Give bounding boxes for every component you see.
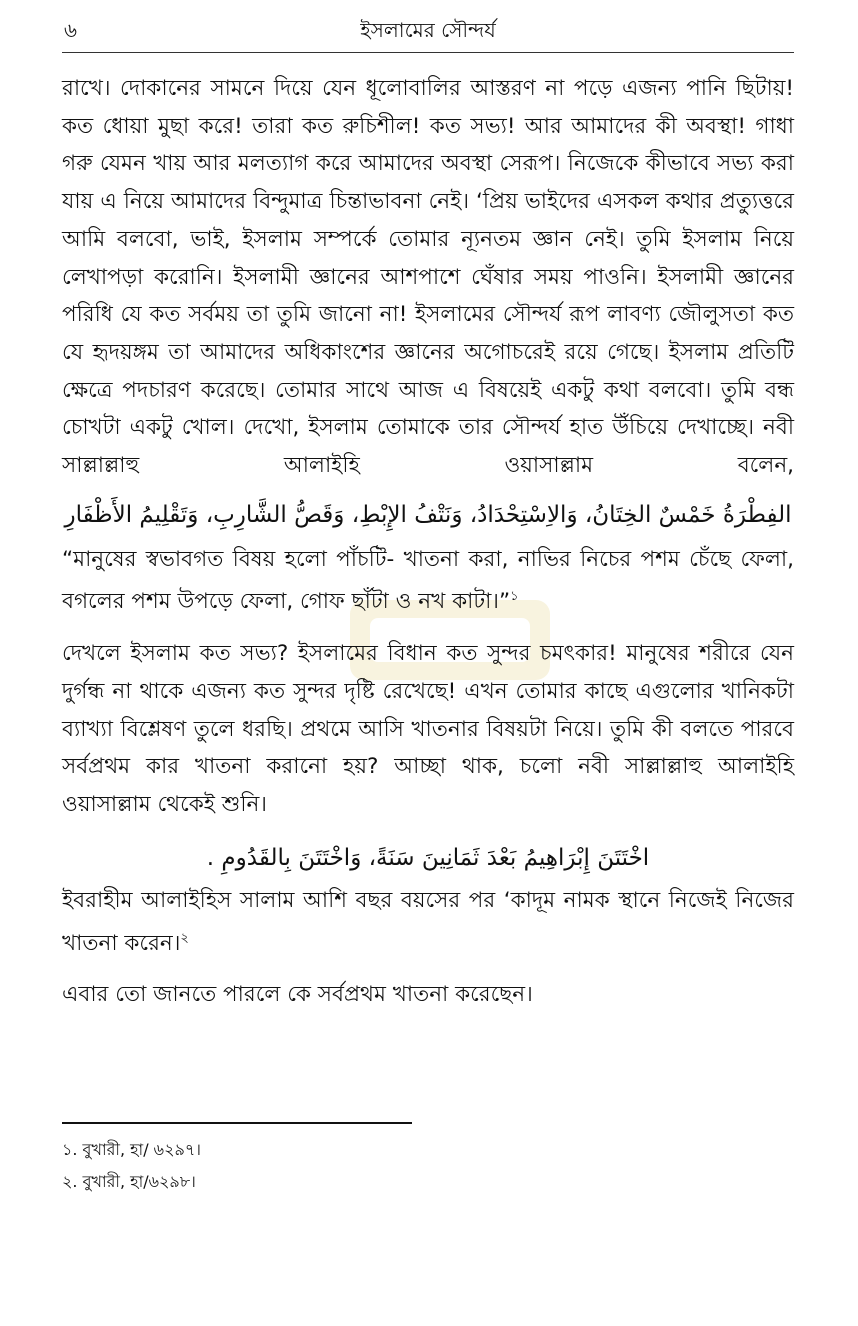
hadith-translation-text: “মানুষের স্বভাবগত বিষয় হলো পাঁচটি- খাতনা করা, নাভির নিচের পশম চেঁছে ফেলা, বগলের পশম উপড়ে ফেলা, গোফ ছাঁটা ও নখ কাটা।” — [62, 546, 794, 615]
paragraph-1: রাখে। দোকানের সামনে দিয়ে যেন ধূলোবালির আস্তরণ না পড়ে এজন্য পানি ছিটায়! কত ধোয়া মুছা করে! তারা কত রুচিশীল! কত সভ্য! আর আমাদের কী অবস্থা! গাধা গরু যেমন খায় আর মলত্যাগ করে আমাদের অবস্থা সেরূপ। নিজেকে কীভাবে সভ্য করা যায় এ নিয়ে আমাদের বিন্দুমাত্র চিন্তাভাবনা নেই। ‘প্রিয় ভাইদের এসকল কথার প্রত্যুত্তরে আমি বলবো, ভাই, ইসলাম সম্পর্কে তোমার ন্যূনতম জ্ঞান নেই। তুমি ইসলাম নিয়ে লেখাপড়া করোনি। ইসলামী জ্ঞানের আশপাশে ঘেঁষার সময় পাওনি। ইসলামী জ্ঞানের পরিধি যে কত সর্বময় তা তুমি জানো না! ইসলামের সৌন্দর্য রূপ লাবণ্য জৌলুসতা কত যে হৃদয়ঙ্গম তা আমাদের অধিকাংশের জ্ঞানের অগোচরেই রয়ে গেছে। ইসলাম প্রতিটি ক্ষেত্রে পদচারণ করেছে। তোমার সাথে আজ এ বিষয়েই একটু কথা বলবো। তুমি বন্ধ চোখটা একটু খোল। দেখো, ইসলাম তোমাকে তার সৌন্দর্য হাত উঁচিয়ে দেখাচ্ছে। নবী সাল্লাল্লাহু আলাইহি ওয়াসাল্লাম বলেন, — [62, 76, 794, 479]
paragraph-3-text: ইবরাহীম আলাইহিস সালাম আশি বছর বয়সের পর ‘কাদূম নামক স্থানে নিজেই নিজের খাতনা করেন। — [62, 887, 794, 956]
footnote-divider — [62, 1122, 412, 1124]
footnote-ref-2: ২ — [180, 930, 189, 946]
hadith-translation-1 — [62, 541, 794, 622]
running-title: ইসলামের সৌন্দর্য — [360, 18, 496, 42]
arabic-hadith-1: الفِطْرَةُ خَمْسٌ الخِتَانُ، وَالاِسْتِحْدَادُ، وَنَتْفُ الإِبْطِ، وَقَصُّ الشَّارِبِ، وَتَقْلِيمُ الأَظْفَارِ — [64, 501, 792, 528]
paragraph-3 — [62, 882, 794, 963]
arabic-hadith-2: اخْتَتَنَ إِبْرَاهِيمُ بَعْدَ ثَمَانِينَ سَنَةً، وَاخْتَتَنَ بِالقَدُومِ . — [206, 844, 650, 871]
footnotes — [62, 1134, 201, 1198]
paragraph-2: দেখলে ইসলাম কত সভ্য? ইসলামের বিধান কত সুন্দর চমৎকার! মানুষের শরীরে যেন দুর্গন্ধ না থাকে এজন্য কত সুন্দর দৃষ্টি রেখেছে! এখন তোমার কাছে এগুলোর খানিকটা ব্যাখ্যা বিশ্লেষণ তুলে ধরছি। প্রথমে আসি খাতনার বিষয়টা নিয়ে। তুমি কী বলতে পারবে সর্বপ্রথম কার খাতনা করানো হয়? আচ্ছা থাক, চলো নবী সাল্লাল্লাহু আলাইহি ওয়াসাল্লাম থেকেই শুনি। — [62, 641, 794, 818]
page-body — [62, 70, 794, 1014]
footnote-2: ২. বুখারী, হা/৬২৯৮। — [62, 1172, 196, 1191]
page-header — [62, 12, 794, 53]
paragraph-4: এবার তো জানতে পারলে কে সর্বপ্রথম খাতনা করেছেন। — [62, 982, 533, 1008]
page-number: ৬ — [64, 18, 78, 42]
footnote-ref-1: ১ — [510, 589, 519, 605]
footnote-1: ১. বুখারী, হা/ ৬২৯৭। — [62, 1140, 201, 1159]
